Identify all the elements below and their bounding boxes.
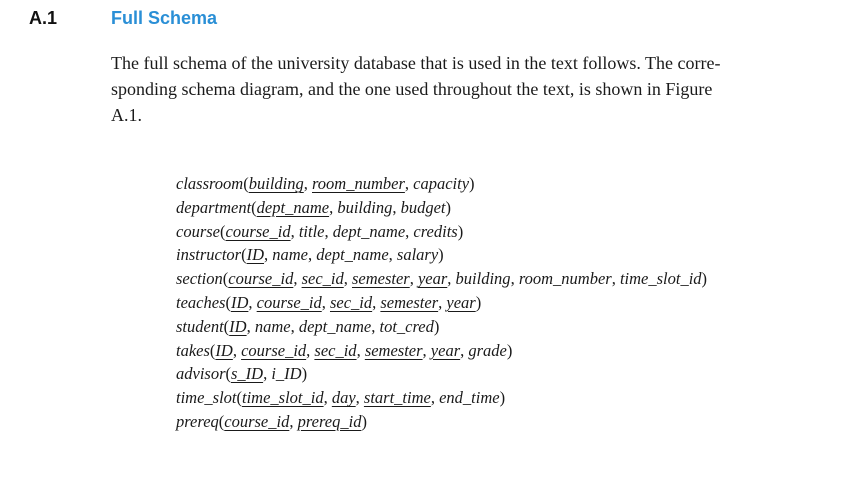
attribute: i_ID [271, 364, 302, 384]
primary-key-attribute: semester [351, 269, 410, 289]
relation-name: student [176, 316, 224, 336]
primary-key-attribute: prereq_id [297, 411, 362, 431]
primary-key-attribute: ID [229, 316, 247, 336]
relation-name: time_slot [176, 388, 237, 408]
schema-relation-instructor: instructor(ID, name, dept_name, salary) [176, 245, 444, 265]
attribute: title [298, 221, 325, 241]
primary-key-attribute: course_id [225, 221, 291, 241]
section-number: A.1 [29, 8, 58, 28]
relation-name: teaches [176, 292, 226, 312]
relation-name: course [176, 221, 220, 241]
relation-name: classroom [176, 174, 244, 193]
relation-name: advisor [176, 364, 226, 384]
schema-relation-teaches: teaches(ID, course_id, sec_id, semester, year) [176, 292, 482, 312]
primary-key-attribute: sec_id [314, 340, 357, 360]
attribute: dept_name [298, 316, 372, 336]
primary-key-attribute: room_number [312, 174, 405, 193]
intro-line: sponding schema diagram, and the one used throughout the text, is shown in Figure [111, 79, 713, 99]
primary-key-attribute: time_slot_id [242, 388, 324, 408]
schema-relation-advisor: advisor(s_ID, i_ID) [176, 364, 308, 384]
relation-name: takes [176, 340, 210, 360]
intro-line: A.1. [111, 105, 142, 125]
primary-key-attribute: year [446, 292, 476, 312]
schema-list [176, 172, 856, 434]
primary-key-attribute: year [430, 340, 461, 360]
attribute: name [272, 245, 309, 265]
section-title: Full Schema [111, 8, 218, 28]
attribute: tot_cred [379, 316, 434, 336]
schema-relation-classroom: classroom(building, room_number, capacity) [176, 174, 475, 193]
attribute: dept_name [332, 221, 406, 241]
primary-key-attribute: s_ID [231, 364, 264, 384]
attribute: room_number [518, 269, 612, 289]
relation-name: department [176, 197, 252, 217]
primary-key-attribute: semester [380, 292, 439, 312]
primary-key-attribute: course_id [256, 292, 322, 312]
primary-key-attribute: sec_id [329, 292, 373, 312]
primary-key-attribute: year [417, 269, 448, 289]
attribute: building [455, 269, 511, 289]
schema-relation-takes: takes(ID, course_id, sec_id, semester, year, grade) [176, 340, 513, 360]
schema-relation-section: section(course_id, sec_id, semester, year, building, room_number, time_slot_id) [176, 269, 708, 289]
attribute: credits [413, 221, 458, 241]
schema-relation-department: department(dept_name, building, budget) [176, 197, 451, 217]
primary-key-attribute: ID [246, 245, 265, 265]
primary-key-attribute: course_id [241, 340, 307, 360]
primary-key-attribute: building [248, 174, 304, 193]
attribute: name [254, 316, 291, 336]
primary-key-attribute: course_id [228, 269, 294, 289]
intro-paragraph [111, 50, 865, 128]
intro-line: The full schema of the university database that is used in the text follows. The corre- [111, 53, 721, 73]
attribute: budget [400, 197, 446, 217]
attribute: dept_name [316, 245, 389, 265]
primary-key-attribute: start_time [363, 388, 431, 408]
schema-relation-time-slot: time_slot(time_slot_id, day, start_time, end_time) [176, 388, 506, 408]
schema-relation-student: student(ID, name, dept_name, tot_cred) [176, 316, 440, 336]
attribute: capacity [413, 174, 470, 193]
relation-name: prereq [176, 411, 219, 431]
relation-name: section [176, 269, 223, 289]
primary-key-attribute: semester [364, 340, 423, 360]
primary-key-attribute: ID [215, 340, 233, 360]
primary-key-attribute: dept_name [256, 197, 330, 217]
primary-key-attribute: day [331, 388, 356, 408]
primary-key-attribute: course_id [224, 411, 290, 431]
relation-name: instructor [176, 245, 242, 265]
schema-relation-course: course(course_id, title, dept_name, credits) [176, 221, 464, 241]
attribute: building [337, 197, 393, 217]
section-heading [0, 3, 865, 33]
attribute: time_slot_id [619, 269, 702, 289]
attribute: end_time [439, 388, 500, 408]
schema-relation-prereq: prereq(course_id, prereq_id) [176, 411, 367, 431]
attribute: salary [396, 245, 439, 265]
attribute: grade [468, 340, 507, 360]
primary-key-attribute: ID [230, 292, 249, 312]
primary-key-attribute: sec_id [301, 269, 344, 289]
